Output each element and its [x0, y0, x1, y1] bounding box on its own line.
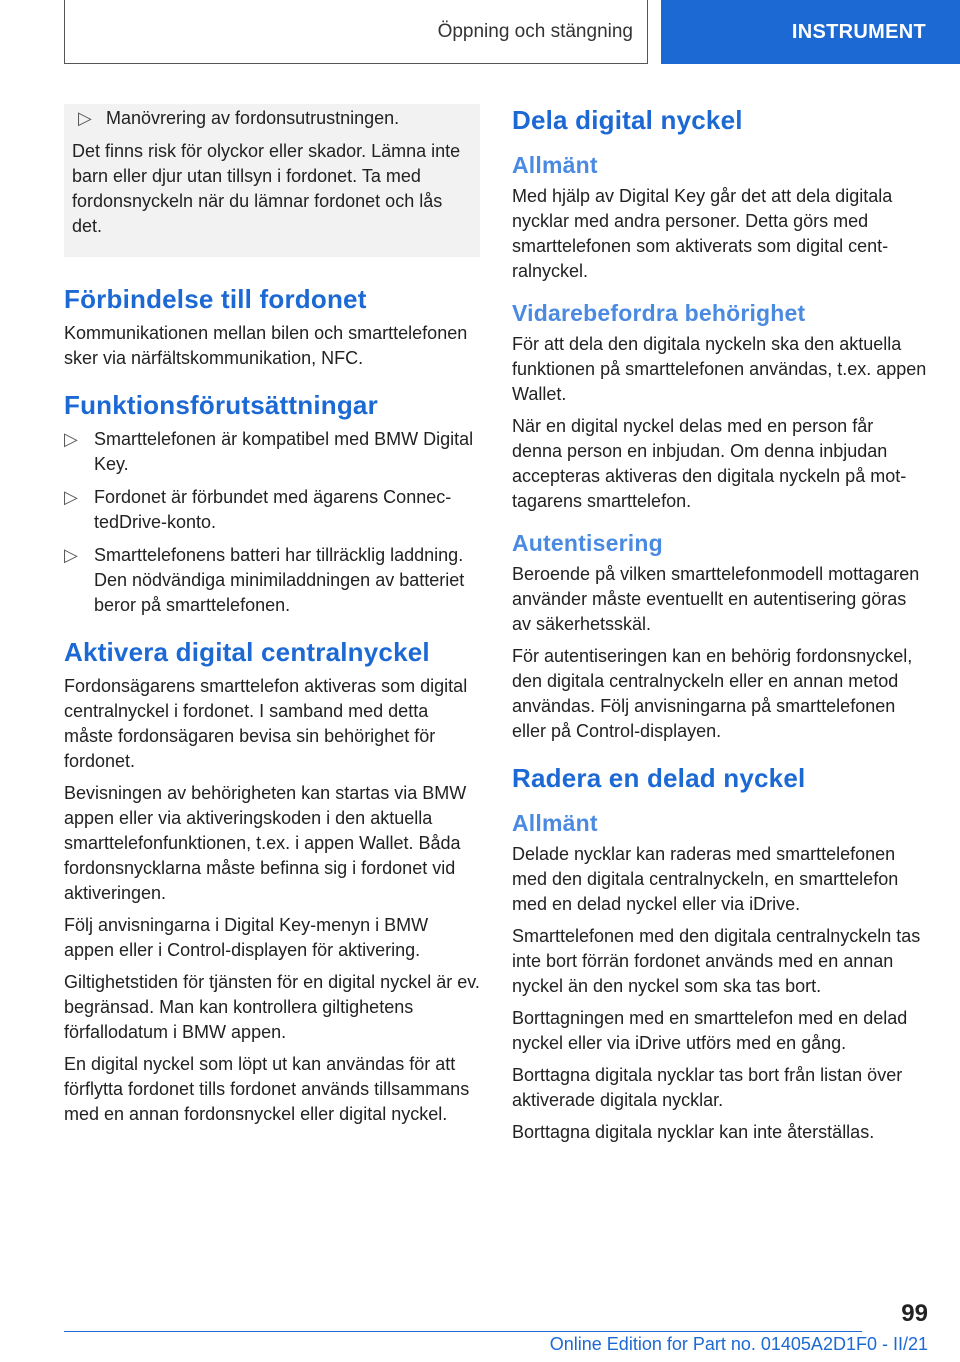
paragraph: Smarttelefonen med den digitala centralnyckeln tas inte bort förrän fordonet används med en annan nyckel än den nyckel som ska tas bort. — [512, 926, 921, 996]
paragraph: Följ anvisningarna i Digital Key-menyn i BMW appen eller i Control-displayen för aktivering. — [64, 915, 429, 960]
subheading-general: Allmänt — [512, 152, 598, 178]
list-item — [64, 543, 480, 618]
paragraph: För att dela den digitala nyckeln ska den aktuella funktionen på smarttelefonen användas, t.ex. appen Wallet. — [512, 334, 927, 404]
triangle-bullet-icon: ▷ — [64, 545, 78, 565]
list-item-text: Smarttelefonen är kompatibel med BMW Digital Key. — [94, 429, 474, 474]
list-item-text: Fordonet är förbundet med ägarens ConnectedDrive-konto. — [94, 487, 452, 532]
paragraph: När en digital nyckel delas med en person får denna person en inbjudan. Om denna inbjudan accepteras aktiveras den digitala nyckeln på mottagarens smarttelefon. — [512, 416, 907, 511]
triangle-bullet-icon: ▷ — [64, 429, 78, 449]
heading-connection: Förbindelse till fordonet — [64, 284, 367, 314]
paragraph: Beroende på vilken smarttelefonmodell mottagaren använder måste eventuellt en autentisering göras av säkerhetsskäl. — [512, 564, 920, 634]
paragraph: Borttagningen med en smarttelefon med en delad nyckel eller via iDrive utförs med en gång. — [512, 1008, 908, 1053]
header-chapter-title: INSTRUMENT — [791, 20, 926, 43]
left-column — [64, 104, 480, 1134]
header-section-title: Öppning och stängning — [437, 20, 633, 42]
heading-delete: Radera en delad nyckel — [512, 763, 806, 793]
header-chapter-tab — [661, 0, 960, 64]
footer-edition: Online Edition for Part no. 01405A2D1F0 - II/21 — [549, 1334, 928, 1354]
right-column — [512, 104, 928, 1152]
heading-activate: Aktivera digital centralnyckel — [64, 637, 430, 667]
warning-text: Det finns risk för olyckor eller skador. Lämna inte barn eller djur utan tillsyn i fordonet. Ta med fordonsnyckeln när du lämnar fordonet och lås det. — [72, 141, 461, 236]
subheading-authentication: Autentisering — [512, 530, 663, 556]
warning-box — [64, 104, 480, 257]
requirements-list — [64, 427, 480, 618]
warning-item-text: Manövrering av fordonsutrustningen. — [106, 108, 400, 128]
page-number: 99 — [901, 1300, 928, 1327]
paragraph: Delade nycklar kan raderas med smarttelefonen med den digitala centralnyckeln, en smarttelefon med en delad nyckel eller via iDrive. — [512, 844, 899, 914]
subheading-forward: Vidarebefordra behörighet — [512, 300, 806, 326]
paragraph: Borttagna digitala nycklar kan inte återställas. — [512, 1122, 875, 1142]
list-item — [64, 427, 480, 477]
connection-text: Kommunikationen mellan bilen och smarttelefonen sker via närfältskommunikation, NFC. — [64, 323, 468, 368]
warning-item — [72, 106, 472, 131]
paragraph: Med hjälp av Digital Key går det att dela digitala nycklar med andra personer. Detta görs med smarttelefonen som aktiverats som digital centralnyckel. — [512, 186, 893, 281]
paragraph: Fordonsägarens smarttelefon aktiveras som digital centralnyckel i fordonet. I samband med detta måste fordonsägaren bevisa sin behörighet för fordonet. — [64, 676, 468, 771]
heading-share: Dela digital nyckel — [512, 105, 743, 135]
list-item-text: Smarttelefonens batteri har tillräcklig laddning. Den nödvändiga minimiladdningen av batteriet beror på smarttelefonen. — [94, 545, 465, 615]
paragraph: Borttagna digitala nycklar tas bort från listan över aktiverade digitala nycklar. — [512, 1065, 903, 1110]
subheading-general: Allmänt — [512, 810, 598, 836]
paragraph: Giltighetstiden för tjänsten för en digital nyckel är ev. begränsad. Man kan kontrollera giltighetens förfallodatum i BMW appen. — [64, 972, 480, 1042]
triangle-bullet-icon: ▷ — [78, 108, 92, 128]
triangle-bullet-icon: ▷ — [64, 487, 78, 507]
paragraph: Bevisningen av behörigheten kan startas via BMW appen eller via aktiveringskoden i den aktuella smarttelefonfunktionen, t.ex. i appen Wallet. Båda fordonsnycklarna måste befinna sig i fordonet vid aktiveringen. — [64, 783, 467, 903]
header-section-tab — [64, 0, 648, 64]
paragraph: För autentiseringen kan en behörig fordonsnyckel, den digitala centralnyckeln eller en annan metod användas. Följ anvisningarna på smarttelefonen eller på Control-displayen. — [512, 646, 913, 741]
list-item — [64, 485, 480, 535]
heading-requirements: Funktionsförutsättningar — [64, 390, 378, 420]
paragraph: En digital nyckel som löpt ut kan användas för att förflytta fordonet tills fordonet används tillsammans med en annan fordonsnyckel eller digital nyckel. — [64, 1054, 470, 1124]
